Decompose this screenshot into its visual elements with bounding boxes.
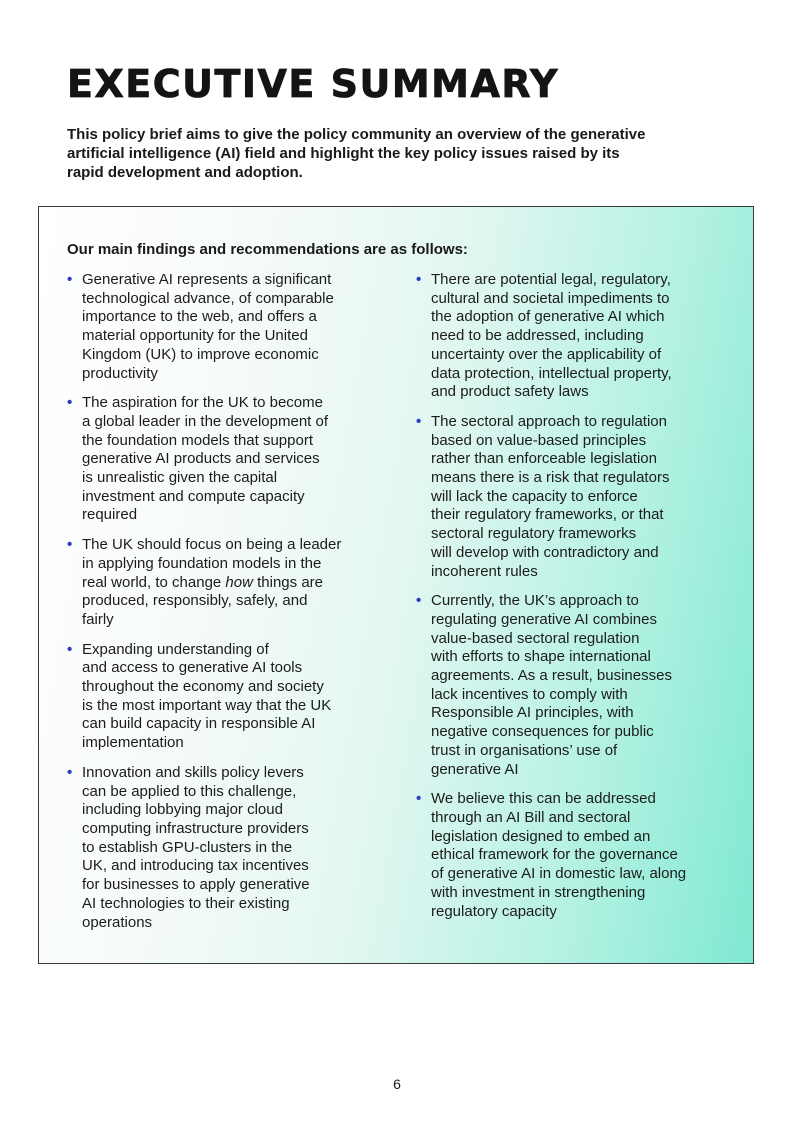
finding-line: based on value-based principles: [431, 431, 647, 449]
finding-line: Kingdom (UK) to improve economic: [82, 345, 319, 363]
finding-text: [431, 271, 734, 402]
finding-line: Currently, the UK’s approach to: [431, 592, 639, 610]
findings-heading: Our main findings and recommendations are as follows:: [67, 241, 468, 258]
finding-line: will lack the capacity to enforce: [431, 487, 638, 505]
bullet-icon: •: [416, 271, 422, 288]
finding-line: UK, and introducing tax incentives: [82, 857, 309, 875]
finding-text: [431, 790, 734, 921]
finding-line: The aspiration for the UK to become: [82, 394, 323, 412]
finding-text: [82, 764, 385, 932]
finding-line: can build capacity in responsible AI: [82, 715, 316, 733]
finding-line: means there is a risk that regulators: [431, 469, 670, 487]
finding-line: including lobbying major cloud: [82, 801, 283, 819]
finding-line: computing infrastructure providers: [82, 819, 309, 837]
finding-text: [431, 413, 734, 581]
finding-line: productivity: [82, 364, 158, 382]
finding-line: can be applied to this challenge,: [82, 782, 297, 800]
finding-item: [414, 413, 734, 581]
finding-line: regulating generative AI combines: [431, 610, 657, 628]
finding-item: [65, 394, 385, 525]
finding-item: [414, 790, 734, 921]
finding-line: data protection, intellectual property,: [431, 364, 672, 382]
finding-line: sectoral regulatory frameworks: [431, 525, 637, 543]
intro-line: This policy brief aims to give the policy community an overview of the generative: [67, 126, 646, 143]
finding-line: cultural and societal impediments to: [431, 289, 670, 307]
bullet-icon: •: [67, 271, 73, 288]
finding-line: is unrealistic given the capital: [82, 469, 278, 487]
finding-item: [65, 764, 385, 932]
findings-box: [38, 206, 754, 964]
finding-line: technological advance, of comparable: [82, 289, 334, 307]
finding-line: and access to generative AI tools: [82, 659, 303, 677]
page-title: EXECUTIVE SUMMARY: [67, 62, 560, 106]
finding-line: will develop with contradictory and: [431, 543, 659, 561]
finding-line: fairly: [82, 610, 114, 628]
finding-line: generative AI: [431, 760, 519, 778]
finding-line: ethical framework for the governance: [431, 846, 678, 864]
finding-line: of generative AI in domestic law, along: [431, 865, 687, 883]
finding-line: need to be addressed, including: [431, 327, 644, 345]
finding-line: to establish GPU-clusters in the: [82, 838, 293, 856]
finding-text: [82, 394, 385, 525]
finding-line: The sectoral approach to regulation: [431, 412, 667, 430]
finding-line: is the most important way that the UK: [82, 696, 332, 714]
finding-line: legislation designed to embed an: [431, 827, 651, 845]
finding-line: the foundation models that support: [82, 431, 313, 449]
finding-line: lack incentives to comply with: [431, 685, 628, 703]
finding-line: with investment in strengthening: [431, 883, 646, 901]
finding-item: [65, 536, 385, 630]
finding-line: and product safety laws: [431, 383, 589, 401]
finding-text: [431, 592, 734, 779]
finding-line: incoherent rules: [431, 562, 538, 580]
finding-text: [82, 641, 385, 753]
finding-line: Innovation and skills policy levers: [82, 763, 304, 781]
finding-line: a global leader in the development of: [82, 412, 329, 430]
finding-line: negative consequences for public: [431, 723, 654, 741]
finding-line: in applying foundation models in the: [82, 554, 322, 572]
finding-line: trust in organisations’ use of: [431, 741, 618, 759]
finding-line: their regulatory frameworks, or that: [431, 506, 664, 524]
finding-item: [65, 271, 385, 383]
finding-line: required: [82, 506, 138, 524]
finding-line: Responsible AI principles, with: [431, 704, 634, 722]
finding-item: [65, 641, 385, 753]
intro-line: rapid development and adoption.: [67, 164, 303, 181]
findings-list-left: [65, 271, 385, 943]
finding-line: uncertainty over the applicability of: [431, 345, 662, 363]
finding-line: with efforts to shape international: [431, 648, 651, 666]
finding-line: agreements. As a result, businesses: [431, 667, 672, 685]
finding-line: value-based sectoral regulation: [431, 629, 640, 647]
finding-line: implementation: [82, 734, 184, 752]
emphasis: how: [225, 573, 253, 591]
finding-line: There are potential legal, regulatory,: [431, 271, 671, 288]
finding-line: regulatory capacity: [431, 902, 557, 920]
finding-line: material opportunity for the United: [82, 327, 308, 345]
finding-line: generative AI products and services: [82, 450, 320, 468]
finding-line: Generative AI represents a significant: [82, 271, 332, 288]
bullet-icon: •: [67, 394, 73, 412]
finding-line: We believe this can be addressed: [431, 790, 656, 808]
bullet-icon: •: [416, 790, 422, 808]
bullet-icon: •: [67, 640, 73, 658]
finding-line: for businesses to apply generative: [82, 876, 310, 894]
findings-list-right: [414, 271, 734, 932]
finding-item: [414, 592, 734, 779]
bullet-icon: •: [67, 763, 73, 781]
finding-line: Expanding understanding of: [82, 640, 269, 658]
finding-line: through an AI Bill and sectoral: [431, 808, 631, 826]
finding-line: operations: [82, 913, 153, 931]
finding-text: [82, 536, 385, 630]
bullet-icon: •: [67, 536, 73, 554]
intro-line: artificial intelligence (AI) field and highlight the key policy issues raised by its: [67, 145, 620, 162]
bullet-icon: •: [416, 412, 422, 430]
finding-line: real world, to change how things are: [82, 573, 323, 591]
bullet-icon: •: [416, 592, 422, 610]
finding-text: [82, 271, 385, 383]
finding-line: rather than enforceable legislation: [431, 450, 657, 468]
finding-line: The UK should focus on being a leader: [82, 536, 342, 554]
finding-line: investment and compute capacity: [82, 487, 305, 505]
finding-line: throughout the economy and society: [82, 678, 324, 696]
intro-paragraph: [67, 125, 737, 182]
finding-line: produced, responsibly, safely, and: [82, 592, 308, 610]
finding-line: the adoption of generative AI which: [431, 308, 665, 326]
finding-item: [414, 271, 734, 402]
page-number: 6: [393, 1076, 401, 1092]
finding-line: AI technologies to their existing: [82, 894, 290, 912]
finding-line: importance to the web, and offers a: [82, 308, 317, 326]
